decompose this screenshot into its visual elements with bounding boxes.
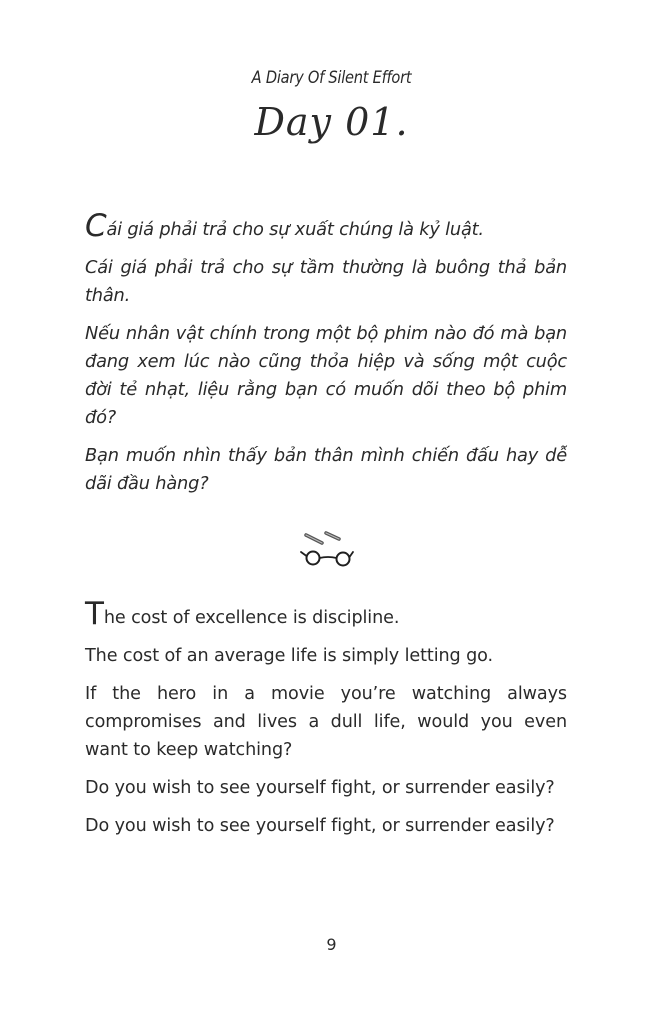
vietnamese-section xyxy=(85,208,567,498)
vi-paragraph-2: Cái giá phải trả cho sự tầm thường là buông thả bản thân. xyxy=(85,257,567,306)
en-paragraph-5: Do you wish to see yourself fight, or surrender easily? xyxy=(85,816,555,836)
en-paragraph-2: The cost of an average life is simply letting go. xyxy=(85,646,494,666)
vi-paragraph-4: Bạn muốn nhìn thấy bản thân mình chiến đấu hay dễ dãi đầu hàng? xyxy=(85,445,567,494)
vi-paragraph-3: Nếu nhân vật chính trong một bộ phim nào đó mà bạn đang xem lúc nào cũng thỏa hiệp và sống một cuộc đời tẻ nhạt, liệu rằng bạn có muốn dõi theo bộ phim đó? xyxy=(85,323,567,428)
en-paragraph-1: The cost of excellence is discipline. xyxy=(85,596,400,632)
english-section xyxy=(85,596,567,840)
drop-cap: T xyxy=(85,596,104,632)
drop-cap: C xyxy=(85,208,107,244)
en-paragraph-4: Do you wish to see yourself fight, or surrender easily? xyxy=(85,778,555,798)
page-number: 9 xyxy=(326,935,337,954)
day-heading: Day 01. xyxy=(254,100,409,144)
en-paragraph-3: If the hero in a movie you’re watching always compromises and lives a dull life, would you even want to keep watching? xyxy=(85,684,567,760)
running-title: A Diary Of Silent Effort xyxy=(251,68,412,88)
vi-paragraph-1: Cái giá phải trả cho sự xuất chúng là kỷ luật. xyxy=(85,208,484,244)
glasses-and-pencils-icon xyxy=(295,526,361,570)
